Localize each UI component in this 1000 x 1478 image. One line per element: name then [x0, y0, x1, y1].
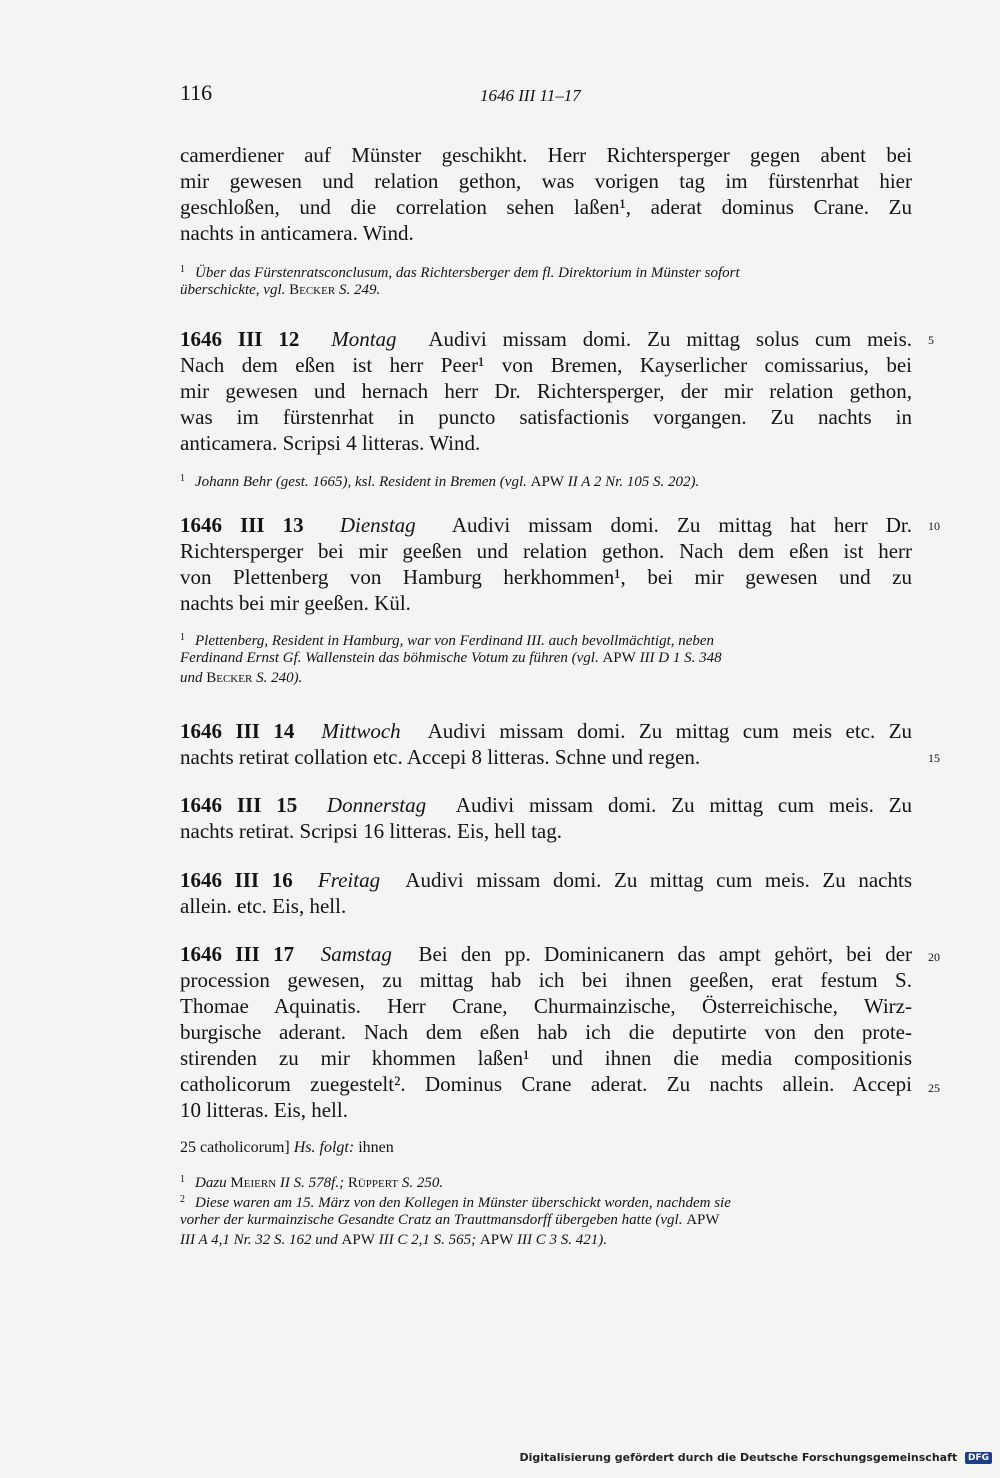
critical-lemma: 25 catholicorum]	[180, 1139, 290, 1156]
entry-text: Bei den pp. Dominicanern das ampt gehört, bei der	[418, 942, 913, 966]
footnote-text: S. 250.	[401, 1175, 444, 1191]
margin-line-number: 25	[928, 1081, 940, 1095]
footnote-mark: 1	[180, 264, 185, 275]
text-line: Nach dem eßen ist herr Peer¹ von Bremen, Kayserlicher comissarius, bei	[180, 353, 912, 377]
margin-line-number: 20	[928, 950, 940, 964]
entry-text: Audivi missam domi. Zu mittag hat herr Dr.	[451, 513, 912, 537]
footnote-text: Johann Behr (gest. 1665), ksl. Resident in Bremen (vgl.	[195, 474, 527, 490]
page-header	[180, 80, 915, 112]
footnote-text: II S. 578f.;	[279, 1175, 345, 1191]
text-line: Thomae Aquinatis. Herr Crane, Churmainzische, Österreichische, Wirz-	[180, 994, 912, 1018]
text-line: mir gewesen und relation gethon, was vorigen tag im fürstenrhat hier	[180, 169, 912, 193]
text-line: anticamera. Scripsi 4 litteras. Wind.	[180, 431, 481, 455]
entry-weekday: Freitag	[317, 868, 381, 892]
footnote-text: Ferdinand Ernst Gf. Wallenstein das böhmische Votum zu führen (vgl.	[180, 650, 599, 666]
reference-abbrev: APW	[341, 1232, 375, 1248]
footnote-mark: 2	[180, 1194, 185, 1205]
footnote-text: III C 3 S. 421).	[516, 1232, 607, 1248]
text-line: was im fürstenrhat in puncto satisfactionis vorgangen. Zu nachts in	[180, 405, 912, 429]
running-head: 1646 III 11–17	[480, 86, 581, 105]
entry-date: 1646 III 16	[180, 868, 293, 892]
entry-weekday: Samstag	[320, 942, 392, 966]
text-line: mir gewesen und hernach herr Dr. Richtersperger, der mir relation gethon,	[180, 379, 912, 403]
entry-date: 1646 III 15	[180, 793, 298, 817]
text-line: nachts in anticamera. Wind.	[180, 221, 414, 245]
reference-abbrev: APW	[479, 1232, 514, 1248]
diary-entry	[180, 941, 912, 1123]
footnote-text: III C 2,1 S. 565;	[378, 1232, 477, 1248]
reference-abbrev: APW	[530, 474, 564, 490]
footnotes	[180, 1170, 912, 1250]
reference-author: Becker	[206, 670, 253, 686]
entry-text: Audivi missam domi. Zu mittag cum meis. Zu	[455, 793, 913, 817]
diary-entry	[180, 512, 912, 616]
entry-weekday: Mittwoch	[321, 719, 401, 743]
footnote-mark: 1	[180, 1174, 185, 1185]
text-line: procession gewesen, zu mittag hab ich bei ihnen geeßen, erat festum S.	[180, 968, 912, 992]
dfg-logo: DFG	[965, 1452, 992, 1464]
footnote-text: Plettenberg, Resident in Hamburg, war von Ferdinand III. auch bevollmächtigt, neben	[195, 633, 715, 649]
footnote-text: überschickte, vgl.	[180, 282, 286, 298]
footnote-mark: 1	[180, 632, 185, 643]
entry-text: Audivi missam domi. Zu mittag cum meis. Zu nachts	[405, 868, 912, 892]
text-line: burgische aderant. Nach dem eßen hab ich die deputirte von den prote-	[180, 1020, 912, 1044]
footnote-text: Über das Fürstenratsconclusum, das Richtersberger dem fl. Direktorium in Münster sofort	[195, 265, 740, 281]
footnote-mark: 1	[180, 473, 185, 484]
text-line: geschloßen, und die correlation sehen laßen¹, aderat dominus Crane. Zu	[180, 195, 912, 219]
continuation-paragraph	[180, 142, 912, 246]
text-line: stirenden zu mir khommen laßen¹ und ihnen die media compositionis	[180, 1046, 912, 1070]
margin-line-number: 10	[928, 519, 940, 533]
text-line: nachts bei mir geeßen. Kül.	[180, 591, 411, 615]
footnote-text: Diese waren am 15. März von den Kollegen in Münster überschickt worden, nachdem sie	[195, 1195, 731, 1211]
text-line: nachts retirat collation etc. Accepi 8 litteras. Schne und regen.	[180, 745, 701, 769]
reference-author: Meiern	[230, 1175, 277, 1191]
footnote-text: vorher der kurmainzische Gesandte Cratz an Trauttmansdorff übergeben hatte (vgl.	[180, 1212, 683, 1228]
entry-text: Audivi missam domi. Zu mittag cum meis etc. Zu	[427, 719, 913, 743]
text-line: von Plettenberg von Hamburg herkhommen¹, bei mir gewesen und zu	[180, 565, 912, 589]
entry-date: 1646 III 12	[180, 327, 300, 351]
digitization-credit	[519, 1451, 992, 1464]
footnote-text: und	[180, 670, 203, 686]
footnote-text: III D 1 S. 348	[639, 650, 722, 666]
text-line: nachts retirat. Scripsi 16 litteras. Eis, hell tag.	[180, 819, 562, 843]
footnote-text: II A 2 Nr. 105 S. 202).	[567, 474, 700, 490]
text-line: catholicorum zuegestelt². Dominus Crane aderat. Zu nachts allein. Accepi	[180, 1072, 912, 1096]
footnote-text: Dazu	[195, 1175, 227, 1191]
diary-entry	[180, 792, 912, 844]
critical-reading: ihnen	[358, 1139, 394, 1156]
footnote	[180, 469, 912, 489]
footnote-text: S. 249.	[338, 282, 381, 298]
footnote	[180, 260, 912, 300]
text-line: 10 litteras. Eis, hell.	[180, 1098, 348, 1122]
entry-weekday: Montag	[331, 327, 397, 351]
entry-weekday: Dienstag	[339, 513, 416, 537]
diary-entry	[180, 718, 912, 770]
entry-weekday: Donnerstag	[326, 793, 427, 817]
reference-abbrev: APW	[686, 1212, 720, 1228]
entry-text: Audivi missam domi. Zu mittag solus cum meis.	[428, 327, 912, 351]
text-line: camerdiener auf Münster geschikht. Herr Richtersperger gegen abent bei	[180, 143, 912, 167]
credit-text: Digitalisierung gefördert durch die Deutsche Forschungsgemeinschaft	[519, 1451, 958, 1464]
diary-entry	[180, 326, 912, 456]
text-line: Richtersperger bei mir geeßen und relation gethon. Nach dem eßen ist herr	[180, 539, 912, 563]
diary-entry	[180, 867, 912, 919]
critical-label: Hs. folgt:	[293, 1139, 355, 1156]
margin-line-number: 5	[928, 333, 934, 347]
reference-author: Becker	[289, 282, 336, 298]
footnote	[180, 628, 912, 688]
entry-date: 1646 III 14	[180, 719, 295, 743]
page-number: 116	[180, 80, 213, 105]
margin-line-number: 15	[928, 751, 940, 765]
reference-abbrev: APW	[602, 650, 636, 666]
text-line: allein. etc. Eis, hell.	[180, 894, 347, 918]
entry-date: 1646 III 17	[180, 942, 295, 966]
entry-date: 1646 III 13	[180, 513, 304, 537]
reference-author: Rüppert	[347, 1175, 399, 1191]
footnote-text: III A 4,1 Nr. 32 S. 162 und	[180, 1232, 338, 1248]
critical-apparatus	[180, 1138, 912, 1158]
footnote-text: S. 240).	[256, 670, 303, 686]
